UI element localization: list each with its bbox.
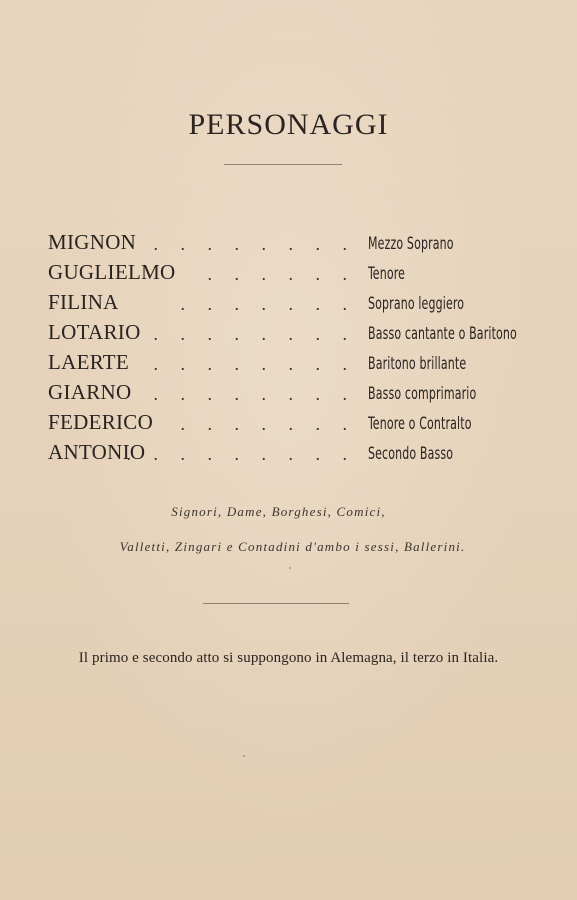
title-divider: [224, 164, 342, 165]
character-name: LAERTE: [48, 350, 130, 374]
character-name: ANTONIO: [48, 440, 146, 464]
leader-dots: . . . . . .: [207, 264, 356, 284]
leader-dots: . . . . . . . .: [153, 324, 356, 344]
voice-type: Soprano leggiero: [368, 294, 465, 314]
leader-dots: . . . . . . . .: [153, 384, 356, 404]
cast-row: [48, 408, 528, 438]
paper-speck: [243, 755, 245, 757]
leader-dots: . . . . . . .: [180, 414, 356, 434]
leader-dots: . . . . . . . . .: [126, 444, 356, 464]
character-name: LOTARIO: [48, 320, 141, 344]
chorus-line-2: Valletti, Zingari e Contadini d'ambo i sessi, Ballerini.: [119, 539, 466, 554]
voice-type: Mezzo Soprano: [368, 234, 454, 254]
voice-type: Tenore o Contralto: [368, 414, 472, 434]
character-name: GIARNO: [48, 380, 132, 404]
leader-dots: . . . . . . . .: [153, 234, 356, 254]
voice-type: Secondo Basso: [368, 444, 454, 464]
voice-type: Basso comprimario: [368, 384, 477, 404]
paper-speck: [289, 567, 291, 569]
character-name: FEDERICO: [48, 410, 154, 434]
leader-dots: . . . . . . . .: [153, 354, 356, 374]
voice-type: Tenore: [368, 264, 406, 284]
character-name: FILINA: [48, 290, 119, 314]
cast-row: [48, 318, 528, 348]
leader-dots: . . . . . . .: [180, 294, 356, 314]
cast-row: [48, 228, 528, 258]
page-title: PERSONAGGI: [188, 108, 389, 141]
chorus-line-1: Signori, Dame, Borghesi, Comici,: [171, 504, 386, 519]
cast-row: [48, 348, 528, 378]
section-divider: [203, 603, 349, 604]
cast-row: [48, 378, 528, 408]
character-name: MIGNON: [48, 230, 137, 254]
voice-type: Basso cantante o Baritono: [368, 324, 517, 344]
character-name: GUGLIELMO: [48, 260, 176, 284]
cast-row: [48, 288, 528, 318]
voice-type: Baritono brillante: [368, 354, 467, 374]
cast-row: [48, 438, 528, 468]
cast-list: [48, 228, 528, 468]
cast-row: [48, 258, 528, 288]
setting-note: Il primo e secondo atto si suppongono in Alemagna, il terzo in Italia.: [78, 650, 499, 666]
